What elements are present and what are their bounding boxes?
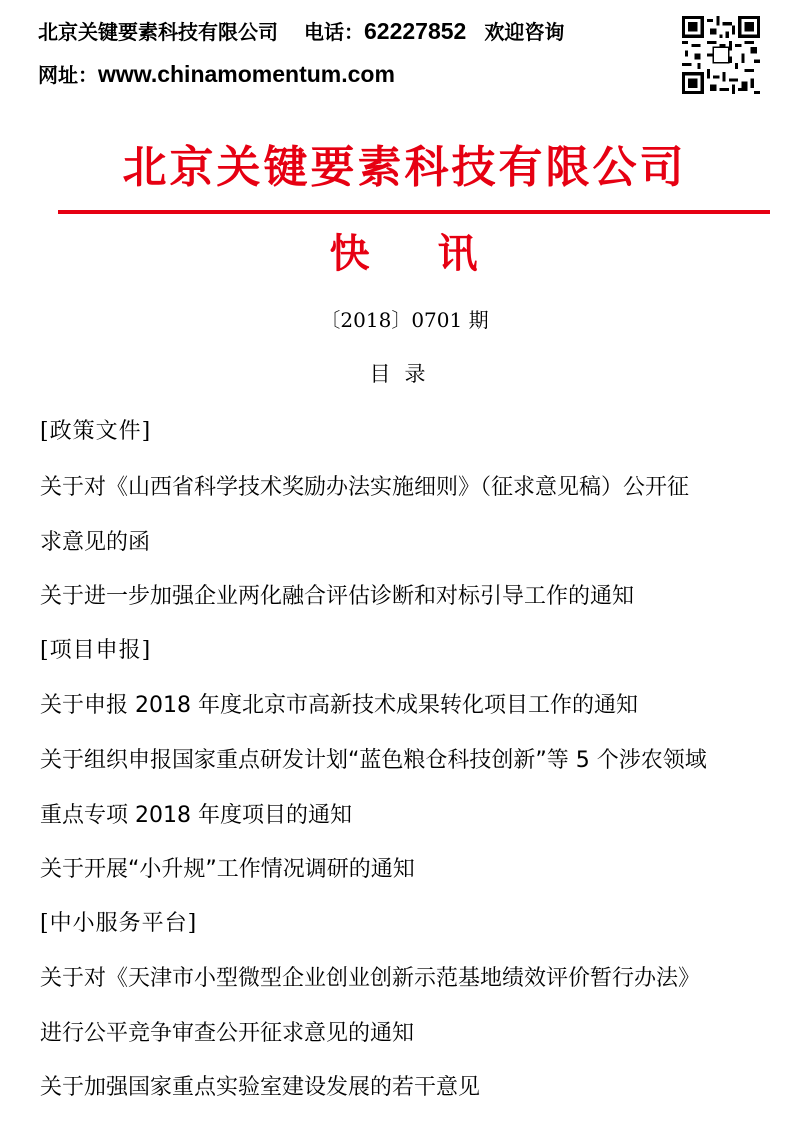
header-company-name: 北京关键要素科技有限公司 — [38, 20, 278, 44]
toc-heading: 目录 — [369, 362, 440, 386]
issue-number: 〔2018〕0701 期 — [320, 308, 489, 332]
section-heading-projects: [项目申报] — [40, 638, 152, 663]
newsletter-title — [0, 226, 809, 282]
list-item[interactable]: 关于开展“小升规”工作情况调研的通知 — [40, 857, 415, 882]
section-heading-policy: [政策文件] — [40, 419, 152, 444]
title-char-1: 快 — [329, 231, 372, 277]
list-item[interactable]: 关于加强国家重点实验室建设发展的若干意见 — [40, 1075, 481, 1100]
section-heading-sme-platform: [中小服务平台] — [40, 911, 198, 936]
website-label: 网址： — [38, 63, 98, 87]
website-link[interactable]: www.chinamomentum.com — [98, 61, 395, 87]
qr-code-icon — [682, 16, 760, 94]
masthead-company-name: 北京关键要素科技有限公司 — [122, 142, 687, 193]
list-item[interactable]: 关于进一步加强企业两化融合评估诊断和对标引导工作的通知 — [40, 584, 635, 609]
phone-label: 电话： — [304, 20, 364, 44]
header-contact-line — [38, 18, 564, 45]
title-char-2: 讯 — [437, 231, 480, 277]
consult-text: 欢迎咨询 — [484, 20, 565, 44]
list-item[interactable]: 关于对《天津市小型微型企业创业创新示范基地绩效评价暂行办法》 — [40, 966, 701, 991]
list-item-continuation[interactable]: 进行公平竞争审查公开征求意见的通知 — [40, 1021, 415, 1046]
phone-number: 62227852 — [364, 18, 467, 44]
list-item-continuation[interactable]: 重点专项 2018 年度项目的通知 — [40, 803, 352, 828]
list-item[interactable]: 关于对《山西省科学技术奖励办法实施细则》（征求意见稿）公开征 — [40, 475, 690, 500]
masthead-divider — [58, 210, 770, 214]
list-item[interactable]: 关于申报 2018 年度北京市高新技术成果转化项目工作的通知 — [40, 693, 638, 718]
header-website-line — [38, 61, 395, 88]
list-item[interactable]: 关于组织申报国家重点研发计划“蓝色粮仓科技创新”等 5 个涉农领域 — [40, 748, 707, 773]
list-item-continuation[interactable]: 求意见的函 — [40, 530, 151, 555]
